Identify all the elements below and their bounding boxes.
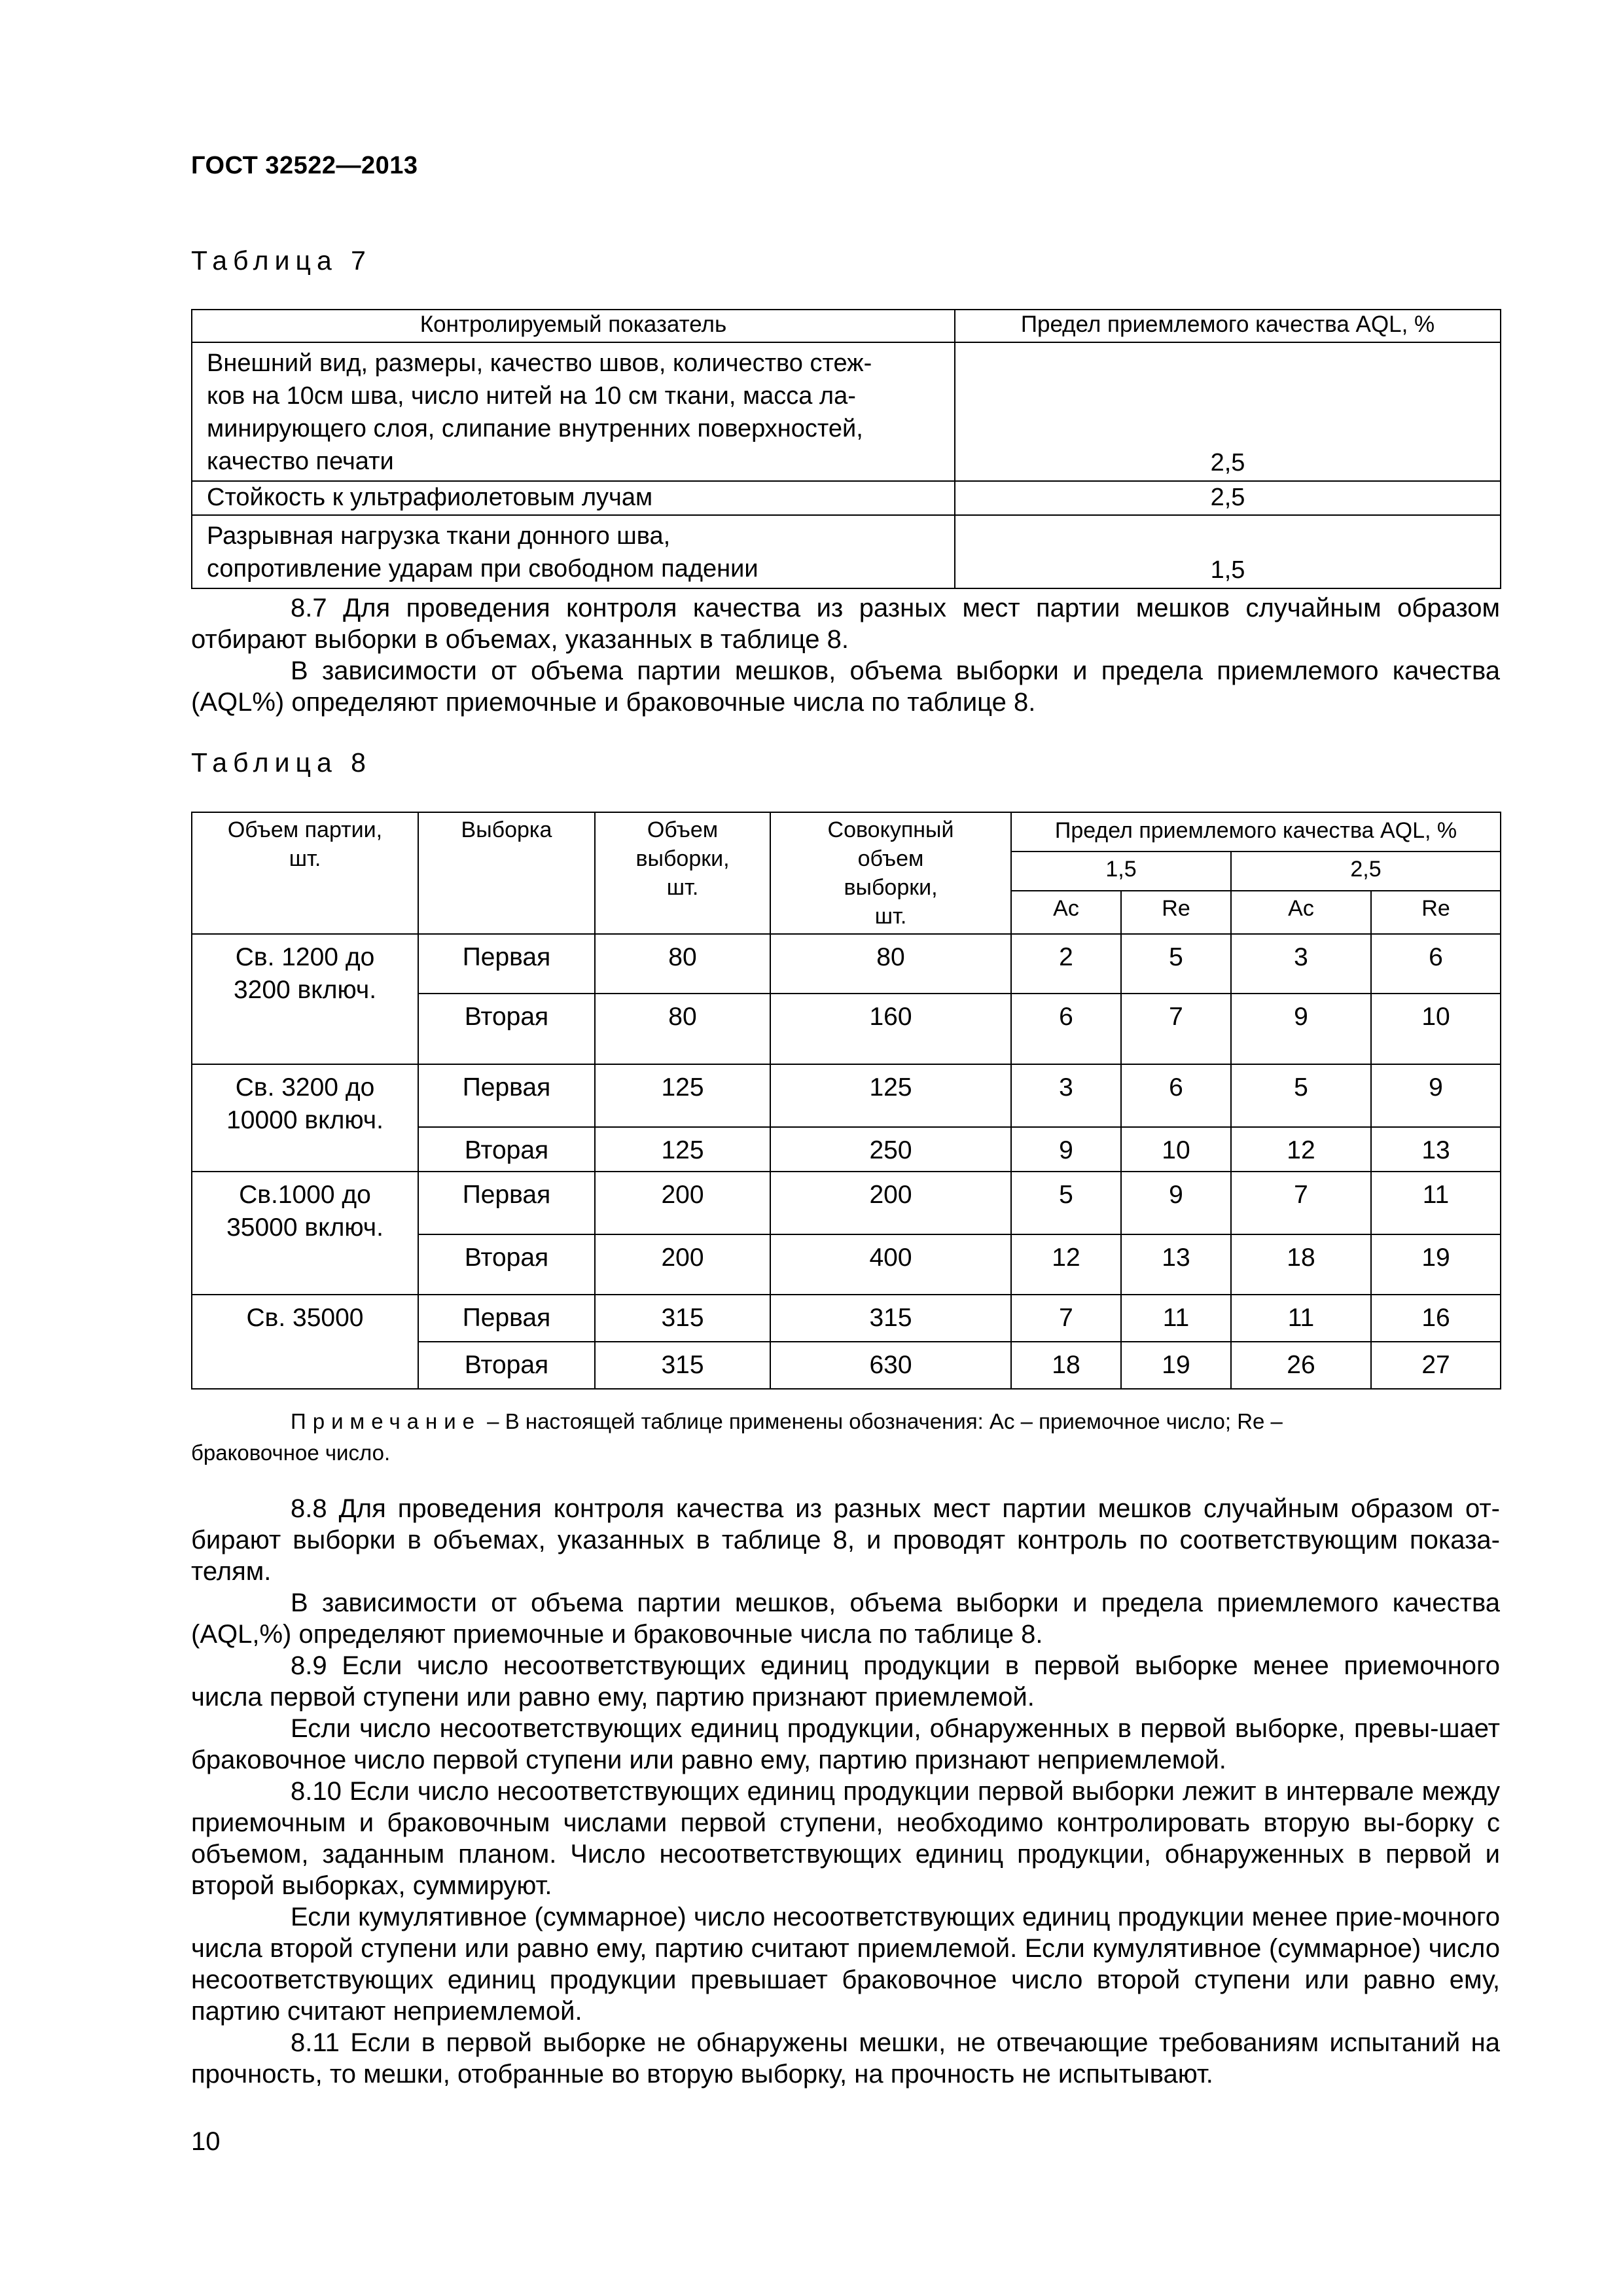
t8-cell: 11 — [1121, 1295, 1231, 1342]
t8-cell: 315 — [770, 1295, 1011, 1342]
t8-cell: 200 — [595, 1172, 770, 1234]
cell-line: 10000 включ. — [226, 1106, 383, 1134]
cell-line: Стойкость к ультрафиолетовым лучам — [207, 484, 653, 511]
table-8-title: Таблица 8 — [191, 747, 372, 778]
t8-cell: Вторая — [418, 1342, 595, 1389]
note-line — [191, 1406, 1467, 1437]
header-line: выборки, — [635, 846, 730, 871]
t8-cell: 5 — [1011, 1172, 1121, 1234]
t8-cell: Первая — [418, 1064, 595, 1127]
t8-cell: 18 — [1011, 1342, 1121, 1389]
t8-header-ac: Ac — [1231, 891, 1371, 934]
paragraph-8-11: 8.11 Если в первой выборке не обнаружены мешки, не отвечающие требованиям испытаний на прочность, то мешки, отобранные во вторую выборку, на прочность не испытывают. — [191, 2028, 1500, 2089]
t8-cell: 19 — [1371, 1234, 1501, 1295]
t8-cell: Первая — [418, 1172, 595, 1234]
paragraph-8-10: 8.10 Если число несоответствующих единиц продукции первой выборки лежит в интервале между приемочным и браковочным числами первой ступени, необходимо контролировать вторую вы-борку с объемом, заданным планом. Число несоответствующих единиц продукции, обнаруженных в первой и второй выборках, суммируют. — [191, 1777, 1500, 1900]
paragraph-8-8: 8.8 Для проведения контроля качества из разных мест партии мешков случайным образом от-бирают выборки в объемах, указанных в таблице 8, и проводят контроль по соответствующим показа-телям. — [191, 1494, 1500, 1586]
t8-cell: 7 — [1011, 1295, 1121, 1342]
t8-cell: 26 — [1231, 1342, 1371, 1389]
t8-cell: Вторая — [418, 1234, 595, 1295]
t8-cell: 19 — [1121, 1342, 1231, 1389]
t8-cell: 9 — [1231, 994, 1371, 1064]
header-line: объем — [857, 846, 924, 871]
t8-cell: 315 — [595, 1342, 770, 1389]
t7-value-cell: 2,5 — [955, 342, 1501, 481]
t8-cell: 27 — [1371, 1342, 1501, 1389]
header-line: Объем — [647, 817, 719, 842]
header-line: Совокупный — [827, 817, 954, 842]
t8-cell: 11 — [1371, 1172, 1501, 1234]
t8-cell: 13 — [1371, 1127, 1501, 1172]
t8-cell: 11 — [1231, 1295, 1371, 1342]
t8-cell: 7 — [1121, 994, 1231, 1064]
paragraphs-8-8-to-8-11 — [191, 1493, 1500, 2090]
t8-cell: 6 — [1371, 934, 1501, 994]
t8-cell: 5 — [1121, 934, 1231, 994]
t8-cell: 9 — [1121, 1172, 1231, 1234]
t8-cell: 6 — [1011, 994, 1121, 1064]
paragraph-text: Если кумулятивное (суммарное) число несоответствующих единиц продукции менее прие-мочного числа второй ступени или равно ему, партию считают приемлемой. Если кумулятивное (суммарное) число несоответствующих единиц продукции превышает браковочное число второй ступени или равно ему, партию считают неприемлемой. — [191, 1903, 1500, 2026]
t7-value-cell: 1,5 — [955, 515, 1501, 588]
cell-line: качество печати — [207, 448, 394, 475]
table-row — [192, 515, 1501, 588]
t8-header-size — [595, 812, 770, 934]
t8-cell: Первая — [418, 934, 595, 994]
t8-cell: 3 — [1231, 934, 1371, 994]
t8-cell: 80 — [595, 934, 770, 994]
t8-header-aql-2-5: 2,5 — [1231, 852, 1501, 891]
t8-cell: 125 — [595, 1064, 770, 1127]
t8-cell: 125 — [595, 1127, 770, 1172]
t8-cell: 9 — [1371, 1064, 1501, 1127]
t8-cell: 9 — [1011, 1127, 1121, 1172]
table-row — [192, 1064, 1501, 1127]
table-row — [192, 342, 1501, 481]
paragraph-8-7 — [191, 592, 1500, 718]
t8-lot-cell — [192, 934, 418, 1064]
t8-cell: 200 — [595, 1234, 770, 1295]
cell-line: Св. 1200 до — [235, 943, 375, 971]
paragraph-text: В зависимости от объема партии мешков, объема выборки и предела приемлемого качества (AQL%) определяют приемочные и браковочные числа по таблице 8. — [191, 656, 1500, 717]
t8-cell: 125 — [770, 1064, 1011, 1127]
header-line: шт. — [666, 875, 699, 900]
t7-header-aql: Предел приемлемого качества AQL, % — [955, 310, 1501, 342]
t8-cell: 10 — [1371, 994, 1501, 1064]
t8-cell: 18 — [1231, 1234, 1371, 1295]
t8-cell: 5 — [1231, 1064, 1371, 1127]
t8-cell: 400 — [770, 1234, 1011, 1295]
t8-cell: 250 — [770, 1127, 1011, 1172]
cell-line: Св. 3200 до — [235, 1073, 375, 1102]
table-7-title: Таблица 7 — [191, 245, 372, 276]
t8-cell: 12 — [1231, 1127, 1371, 1172]
note-text-continued: браковочное число. — [191, 1441, 391, 1465]
t8-header-aql-1-5: 1,5 — [1011, 852, 1231, 891]
t8-cell: 200 — [770, 1172, 1011, 1234]
note-label: Примечание — [291, 1409, 482, 1433]
table-row — [192, 1295, 1501, 1342]
header-line: шт. — [874, 904, 907, 929]
t8-cell: 6 — [1121, 1064, 1231, 1127]
header-line: выборки, — [844, 875, 938, 900]
t8-cell: Вторая — [418, 994, 595, 1064]
cell-line: ков на 10см шва, число нитей на 10 см ткани, масса ла- — [207, 382, 856, 410]
t8-cell: 3 — [1011, 1064, 1121, 1127]
note-text: – В настоящей таблице применены обозначения: Ac – приемочное число; Re – — [481, 1409, 1283, 1433]
t8-header-re: Re — [1371, 891, 1501, 934]
table-note — [191, 1406, 1467, 1469]
cell-line: минирующего слоя, слипание внутренних поверхностей, — [207, 415, 863, 442]
t8-cell: 12 — [1011, 1234, 1121, 1295]
t8-cell: 16 — [1371, 1295, 1501, 1342]
table-row — [192, 481, 1501, 515]
header-line: шт. — [289, 846, 321, 871]
cell-line: Св.1000 до — [239, 1181, 371, 1209]
t8-cell: 80 — [770, 934, 1011, 994]
t7-indicator-cell — [192, 342, 955, 481]
cell-line: Внешний вид, размеры, качество швов, количество стеж- — [207, 350, 872, 377]
table-8 — [191, 812, 1501, 1390]
t8-header-lot — [192, 812, 418, 934]
t8-cell: 13 — [1121, 1234, 1231, 1295]
paragraph-8-9: 8.9 Если число несоответствующих единиц продукции в первой выборке менее приемочного числа первой ступени или равно ему, партию признают приемлемой. — [191, 1651, 1500, 1712]
t8-header-aql: Предел приемлемого качества AQL, % — [1011, 812, 1501, 852]
cell-line: сопротивление ударам при свободном падении — [207, 555, 758, 583]
t8-lot-cell — [192, 1064, 418, 1172]
cell-line: Разрывная нагрузка ткани донного шва, — [207, 522, 671, 550]
t8-cell: 315 — [595, 1295, 770, 1342]
cell-line: 3200 включ. — [233, 976, 377, 1004]
t8-header-sample: Выборка — [418, 812, 595, 934]
t8-cell: 160 — [770, 994, 1011, 1064]
t8-cell: Первая — [418, 1295, 595, 1342]
t7-indicator-cell — [192, 515, 955, 588]
header-line: Объем партии, — [227, 817, 383, 842]
standard-code: ГОСТ 32522—2013 — [191, 152, 418, 179]
t8-lot-cell — [192, 1295, 418, 1389]
table-row — [192, 1172, 1501, 1234]
t8-header-cumulative — [770, 812, 1011, 934]
table-7 — [191, 309, 1501, 589]
paragraph-text: Если число несоответствующих единиц продукции, обнаруженных в первой выборке, превы-шает браковочное число первой ступени или равно ему, партию признают неприемлемой. — [191, 1714, 1500, 1774]
t8-header-ac: Ac — [1011, 891, 1121, 934]
t8-cell: 7 — [1231, 1172, 1371, 1234]
t7-header-indicator: Контролируемый показатель — [192, 310, 955, 342]
t8-cell: Вторая — [418, 1127, 595, 1172]
t8-cell: 630 — [770, 1342, 1011, 1389]
paragraph-text: В зависимости от объема партии мешков, объема выборки и предела приемлемого качества (AQL,%) определяют приемочные и браковочные числа по таблице 8. — [191, 1588, 1500, 1649]
t8-lot-cell — [192, 1172, 418, 1295]
t8-cell: 10 — [1121, 1127, 1231, 1172]
t7-indicator-cell — [192, 481, 955, 515]
cell-line: Св. 35000 — [246, 1304, 364, 1332]
t7-value-cell: 2,5 — [955, 481, 1501, 515]
t8-cell: 80 — [595, 994, 770, 1064]
page-number: 10 — [191, 2127, 221, 2156]
paragraph-text: 8.7 Для проведения контроля качества из разных мест партии мешков случайным образом отбирают выборки в объемах, указанных в таблице 8. — [191, 594, 1500, 654]
t8-cell: 2 — [1011, 934, 1121, 994]
table-row — [192, 934, 1501, 994]
cell-line: 35000 включ. — [226, 1213, 383, 1242]
t8-header-re: Re — [1121, 891, 1231, 934]
